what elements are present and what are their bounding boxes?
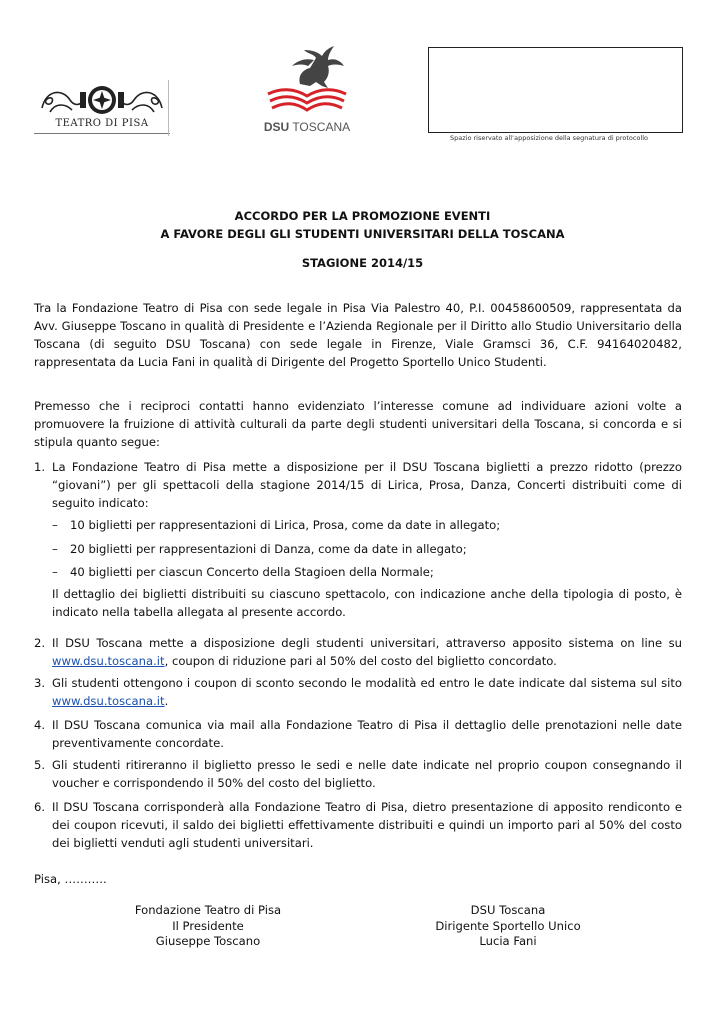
teatro-logo-label: TEATRO DI PISA bbox=[55, 118, 149, 129]
teatro-di-pisa-logo bbox=[34, 80, 170, 136]
teatro-logo-underline bbox=[34, 133, 170, 134]
logo-divider bbox=[168, 80, 169, 136]
dsu-toscana-logo bbox=[258, 44, 356, 136]
document-title-line-1: ACCORDO PER LA PROMOZIONE EVENTI bbox=[234, 209, 491, 223]
document-season: STAGIONE 2014/15 bbox=[301, 256, 424, 270]
sub-list-dash: – bbox=[52, 518, 58, 532]
tickets-detail-paragraph: Il dettaglio dei biglietti distribuiti su ciascuno spettacolo, con indicazione anche della tipologia di posto, è indicato nella tabella allegata al presente accordo. bbox=[52, 587, 682, 619]
list-item-text-before: Il DSU Toscana mette a disposizione degli studenti universitari, attraverso apposito sistema on line su bbox=[52, 636, 682, 650]
list-item-text: La Fondazione Teatro di Pisa mette a disposizione per il DSU Toscana biglietti a prezzo ridotto (prezzo “giovani”) per gli spettacoli della stagione 2014/15 di Lirica, Prosa, Danza, Concerti distribuiti come di seguito indicato: bbox=[52, 460, 682, 510]
list-item-text bbox=[52, 634, 682, 670]
signature-org: Fondazione Teatro di Pisa bbox=[134, 903, 282, 917]
signature-block-teatro bbox=[78, 903, 338, 950]
signature-role: Dirigente Sportello Unico bbox=[435, 918, 581, 933]
sub-list-dash: – bbox=[52, 565, 58, 579]
place-and-date: Pisa, ……….. bbox=[34, 872, 107, 886]
sub-list-text: 40 biglietti per ciascun Concerto della Stagioen della Normale; bbox=[70, 565, 434, 579]
dsu-website-link[interactable]: www.dsu.toscana.it bbox=[52, 654, 165, 668]
dsu-logo-label bbox=[258, 120, 356, 134]
list-item-number: 1. bbox=[34, 460, 46, 474]
pegasus-book-icon bbox=[258, 44, 356, 114]
document-title-line-2: A FAVORE DEGLI GLI STUDENTI UNIVERSITARI DELLA TOSCANA bbox=[160, 227, 565, 241]
list-item-text bbox=[52, 674, 682, 710]
list-item-text-after: . bbox=[164, 694, 169, 708]
list-item-text: Gli studenti ritireranno il biglietto presso le sedi e nelle date indicate nel proprio coupon consegnando il voucher e corrispondendo il 50% del costo del biglietto. bbox=[52, 758, 682, 790]
list-item-text-after: , coupon di riduzione pari al 50% del costo del biglietto concordato. bbox=[164, 654, 557, 668]
sub-list-text: 20 biglietti per rappresentazioni di Danza, come da date in allegato; bbox=[70, 542, 467, 556]
signature-role: Il Presidente bbox=[172, 918, 244, 933]
list-item-number: 6. bbox=[34, 800, 46, 814]
signature-block-dsu bbox=[378, 903, 638, 950]
list-item-number: 4. bbox=[34, 718, 46, 732]
list-item-number: 3. bbox=[34, 676, 46, 690]
parties-paragraph: Tra la Fondazione Teatro di Pisa con sede legale in Pisa Via Palestro 40, P.I. 00458600509, rappresentata da Avv. Giuseppe Toscano in qualità di Presidente e l’Azienda Regionale per il Diritto allo Studio Universitario della Toscana (di seguito DSU Toscana) con sede legale in Firenze, Viale Gramsci 36, C.F. 94164020482, rappresentata da Lucia Fani in qualità di Dirigente del Progetto Sportello Unico Studenti. bbox=[34, 301, 682, 369]
teatro-ornament-icon bbox=[36, 82, 168, 118]
list-item-number: 5. bbox=[34, 758, 46, 772]
premise-paragraph: Premesso che i reciproci contatti hanno evidenziato l’interesse comune ad individuare azioni volte a promuovere la fruizione di attività culturali da parte degli studenti universitari della Toscana, si concorda e si stipula quanto segue: bbox=[34, 399, 682, 449]
list-item-number: 2. bbox=[34, 636, 46, 650]
list-item-text: Il DSU Toscana comunica via mail alla Fondazione Teatro di Pisa il dettaglio delle prenotazioni nelle date preventivamente concordate. bbox=[52, 718, 682, 750]
sub-list-text: 10 biglietti per rappresentazioni di Lirica, Prosa, come da date in allegato; bbox=[70, 518, 501, 532]
list-item-text: Il DSU Toscana corrisponderà alla Fondazione Teatro di Pisa, dietro presentazione di apposito rendiconto e dei coupon ricevuti, il saldo dei biglietti effettivamente distribuiti e quindi un importo pari al 50% del costo dei biglietti venduti agli studenti universitari. bbox=[52, 800, 682, 850]
sub-list-dash: – bbox=[52, 542, 58, 556]
dsu-logo-label-bold: DSU bbox=[263, 120, 290, 134]
dsu-website-link[interactable]: www.dsu.toscana.it bbox=[52, 694, 165, 708]
list-item-text-before: Gli studenti ottengono i coupon di sconto secondo le modalità ed entro le date indicate dal sistema sul sito bbox=[52, 676, 682, 690]
dsu-logo-label-rest: TOSCANA bbox=[289, 120, 351, 134]
protocol-stamp-box bbox=[428, 47, 683, 133]
signature-person: Lucia Fani bbox=[479, 934, 537, 948]
signature-org: DSU Toscana bbox=[470, 903, 546, 917]
protocol-caption: Spazio riservato all’apposizione della segnatura di protocollo bbox=[450, 134, 648, 142]
signature-person: Giuseppe Toscano bbox=[155, 934, 261, 948]
